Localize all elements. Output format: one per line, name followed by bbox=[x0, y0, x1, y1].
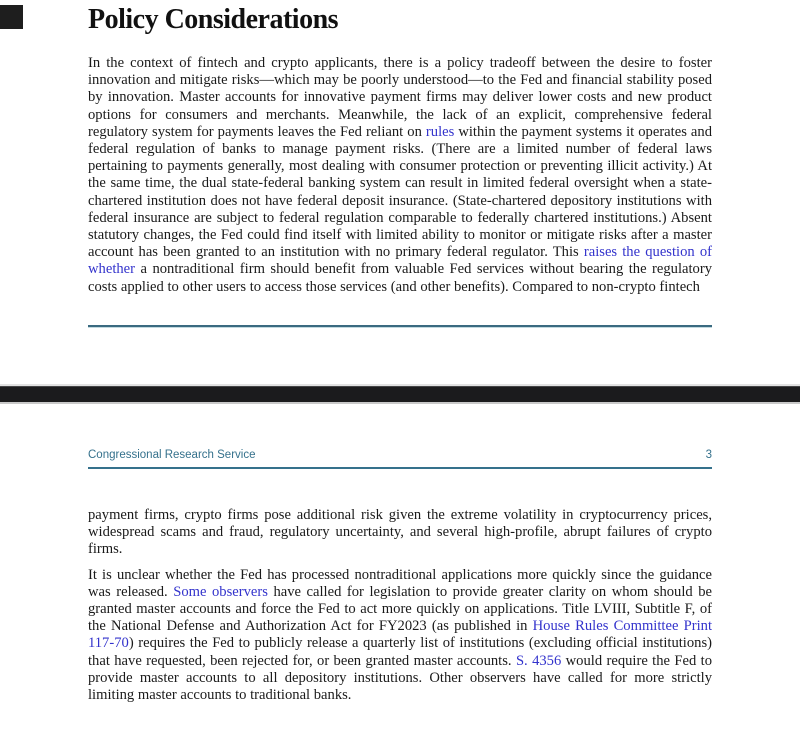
body-text: have called for legislation to provide greater clarity on whom should be granted master accounts and force the Fed to act more quickly on applications. Title LVIII, Subtitle F, of the National Defense and Authorization Act for FY2023 (as published in bbox=[88, 583, 712, 635]
inline-hyperlink[interactable]: rules bbox=[425, 123, 455, 140]
page-separator-band bbox=[0, 386, 800, 402]
body-paragraph: payment firms, crypto firms pose additional risk given the extreme volatility in cryptocurrency prices, widespread scams and fraud, regulatory uncertainty, and several high-profile, abrupt failures of crypto firms. bbox=[88, 507, 712, 558]
inline-hyperlink[interactable]: raises the question of whether bbox=[88, 244, 712, 278]
body-text: ) requires the Fed to publicly release a quarterly list of institutions (excluding official institutions) that have requested, been rejected for, or been granted master accounts. bbox=[88, 635, 712, 669]
page-footer bbox=[88, 449, 712, 461]
body-text: In the context of fintech and crypto applicants, there is a policy tradeoff between the desire to foster innovation and mitigate risks—which may be poorly understood—to the Fed and financial stability posed by innovation. Master accounts for innovative payment firms may deliver lower costs and new product options for consumers and merchants. Meanwhile, the lack of an explicit, comprehensive federal regulatory system for payments leaves the Fed reliant on bbox=[88, 55, 712, 140]
page-title: Policy Considerations bbox=[88, 4, 339, 35]
body-paragraph bbox=[88, 55, 712, 296]
footnote-separator-rule bbox=[88, 325, 712, 327]
body-text: would require the Fed to provide master accounts to all depository institutions. Other observers have called for more strictly limiting master accounts to traditional banks. bbox=[88, 652, 712, 704]
body-text: It is unclear whether the Fed has processed nontraditional applications more quickly since the guidance was released. bbox=[88, 566, 712, 600]
screenshot-corner-artifact bbox=[0, 5, 23, 29]
footer-page-number: 3 bbox=[705, 449, 712, 461]
inline-hyperlink[interactable]: Some observers bbox=[173, 583, 268, 600]
footer-publisher: Congressional Research Service bbox=[88, 449, 256, 461]
inline-hyperlink[interactable]: S. 4356 bbox=[515, 652, 562, 669]
inline-hyperlink[interactable]: House Rules Committee Print 117-70 bbox=[88, 618, 712, 652]
footer-rule bbox=[88, 467, 712, 469]
body-text: a nontraditional firm should benefit from valuable Fed services without bearing the regulatory costs applied to other users to access those services (and other benefits). Compared to non-crypto fintech bbox=[88, 261, 712, 295]
body-text: within the payment systems it operates and federal regulation of banks to manage payment risks. (There are a limited number of federal laws pertaining to payments generally, most dealing with consumer protection or preventing illicit activity.) At the same time, the dual state-federal banking system can result in limited federal oversight when a state-chartered institution does not have federal deposit insurance. (State-chartered depository institutions with federal insurance are subject to federal regulation comparable to federally chartered institutions.) Absent statutory changes, the Fed could find itself with limited ability to monitor or mitigate risks after a master account has been granted to an institution with no primary federal regulator. This bbox=[88, 123, 712, 261]
next-page-body bbox=[88, 507, 712, 712]
body-paragraph bbox=[88, 567, 712, 705]
